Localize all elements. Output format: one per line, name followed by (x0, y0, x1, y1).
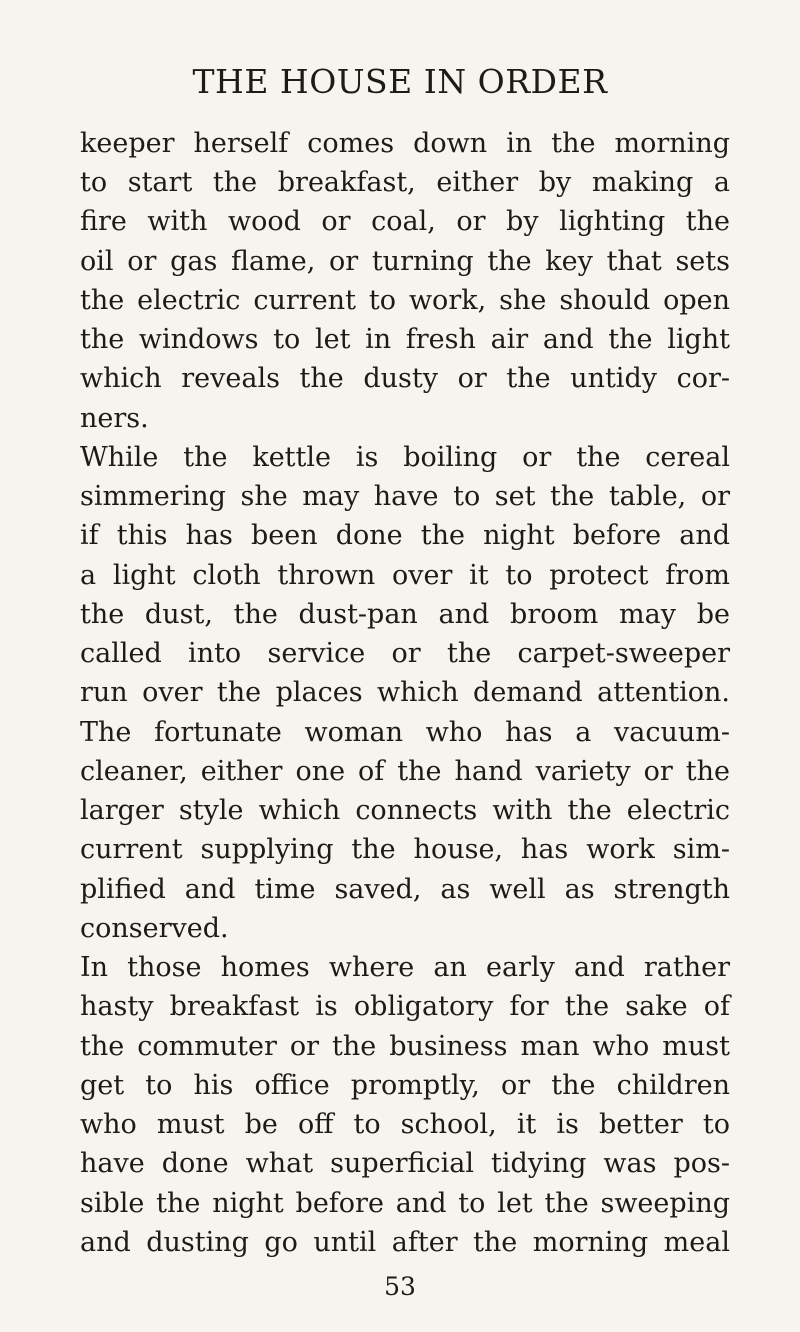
text-line: keeper herself comes down in the morning (80, 128, 730, 159)
text-line: The fortunate woman who has a vacuum- (80, 716, 730, 748)
text-line: if this has been done the night before and (80, 520, 730, 552)
text-line: In those homes where an early and rather (80, 952, 730, 984)
text-line: who must be off to school, it is better to (80, 1109, 730, 1141)
text-line: which reveals the dusty or the untidy cor- (80, 363, 730, 395)
text-line: conserved. (80, 912, 229, 944)
text-line: the electric current to work, she should open (80, 284, 730, 316)
text-line: sible the night before and to let the sweeping (80, 1187, 730, 1219)
text-line: hasty breakfast is obligatory for the sake of (80, 991, 730, 1023)
text-line: plified and time saved, as well as strength (80, 873, 730, 905)
text-line: have done what superficial tidying was pos- (80, 1148, 730, 1180)
text-line: While the kettle is boiling or the cereal (80, 441, 730, 473)
running-head: THE HOUSE IN ORDER (192, 62, 608, 101)
text-line: current supplying the house, has work sim- (80, 834, 730, 866)
text-line: to start the breakfast, either by making a (80, 167, 730, 199)
text-line: the commuter or the business man who must (80, 1030, 730, 1062)
page-number: 53 (384, 1272, 416, 1301)
text-line: ners. (80, 402, 149, 434)
text-line: cleaner, either one of the hand variety or the (80, 755, 730, 787)
text-line: the dust, the dust-pan and broom may be (80, 598, 730, 630)
text-line: and dusting go until after the morning meal (80, 1226, 730, 1258)
text-line: a light cloth thrown over it to protect from (80, 559, 730, 591)
text-line: oil or gas flame, or turning the key that sets (80, 245, 730, 277)
text-line: called into service or the carpet-sweeper (80, 638, 730, 670)
text-line: the windows to let in fresh air and the light (80, 324, 730, 356)
text-line: fire with wood or coal, or by lighting the (80, 206, 730, 238)
text-line: larger style which connects with the electric (80, 795, 730, 827)
text-line: get to his office promptly, or the children (80, 1069, 730, 1101)
text-line: run over the places which demand attention. (80, 677, 730, 709)
text-line: simmering she may have to set the table, or (80, 481, 730, 513)
